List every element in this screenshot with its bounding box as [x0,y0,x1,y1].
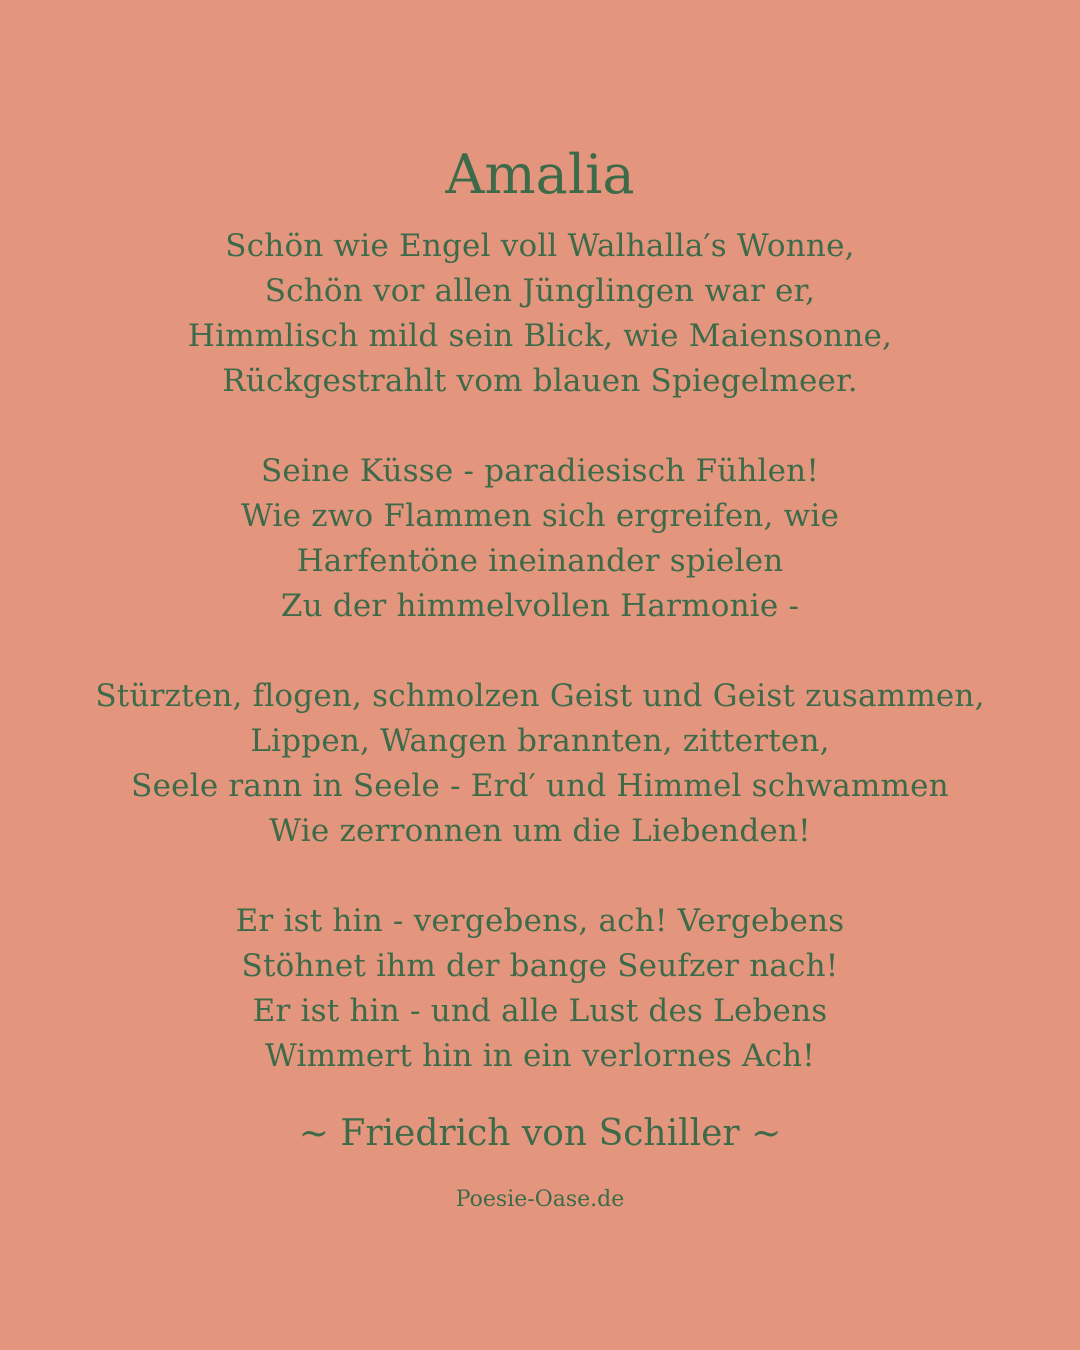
poem-line: Seele rann in Seele - Erd′ und Himmel schwammen [131,768,949,804]
poem-line: Er ist hin - vergebens, ach! Vergebens [235,903,845,939]
poem-line: Stöhnet ihm der bange Seufzer nach! [241,948,839,984]
poem-author: ~ Friedrich von Schiller ~ [298,1113,782,1154]
stanza-2 [0,449,1080,629]
poem-body [0,224,1080,1124]
poem-line: Himmlisch mild sein Blick, wie Maiensonne, [187,318,893,354]
stanza-4 [0,899,1080,1079]
stanza-1 [0,224,1080,404]
poem-line: Lippen, Wangen brannten, zitterten, [250,723,830,759]
poem-line: Er ist hin - und alle Lust des Lebens [252,993,828,1029]
poem-line: Wimmert hin in ein verlornes Ach! [265,1038,815,1074]
poem-line: Schön vor allen Jünglingen war er, [264,273,816,309]
website-credit: Poesie-Oase.de [455,1187,625,1212]
poem-line: Wie zwo Flammen sich ergreifen, wie [240,498,840,534]
stanza-3 [0,674,1080,854]
poem-line: Harfentöne ineinander spielen [296,543,784,579]
poem-title: Amalia [445,143,635,206]
poem-line: Stürzten, flogen, schmolzen Geist und Geist zusammen, [95,678,985,714]
poem-line: Schön wie Engel voll Walhalla′s Wonne, [225,228,855,264]
poem-line: Seine Küsse - paradiesisch Fühlen! [260,453,820,489]
poem-line: Wie zerronnen um die Liebenden! [269,813,811,849]
poem-line: Zu der himmelvollen Harmonie - [280,588,800,624]
poem-line: Rückgestrahlt vom blauen Spiegelmeer. [222,363,858,399]
